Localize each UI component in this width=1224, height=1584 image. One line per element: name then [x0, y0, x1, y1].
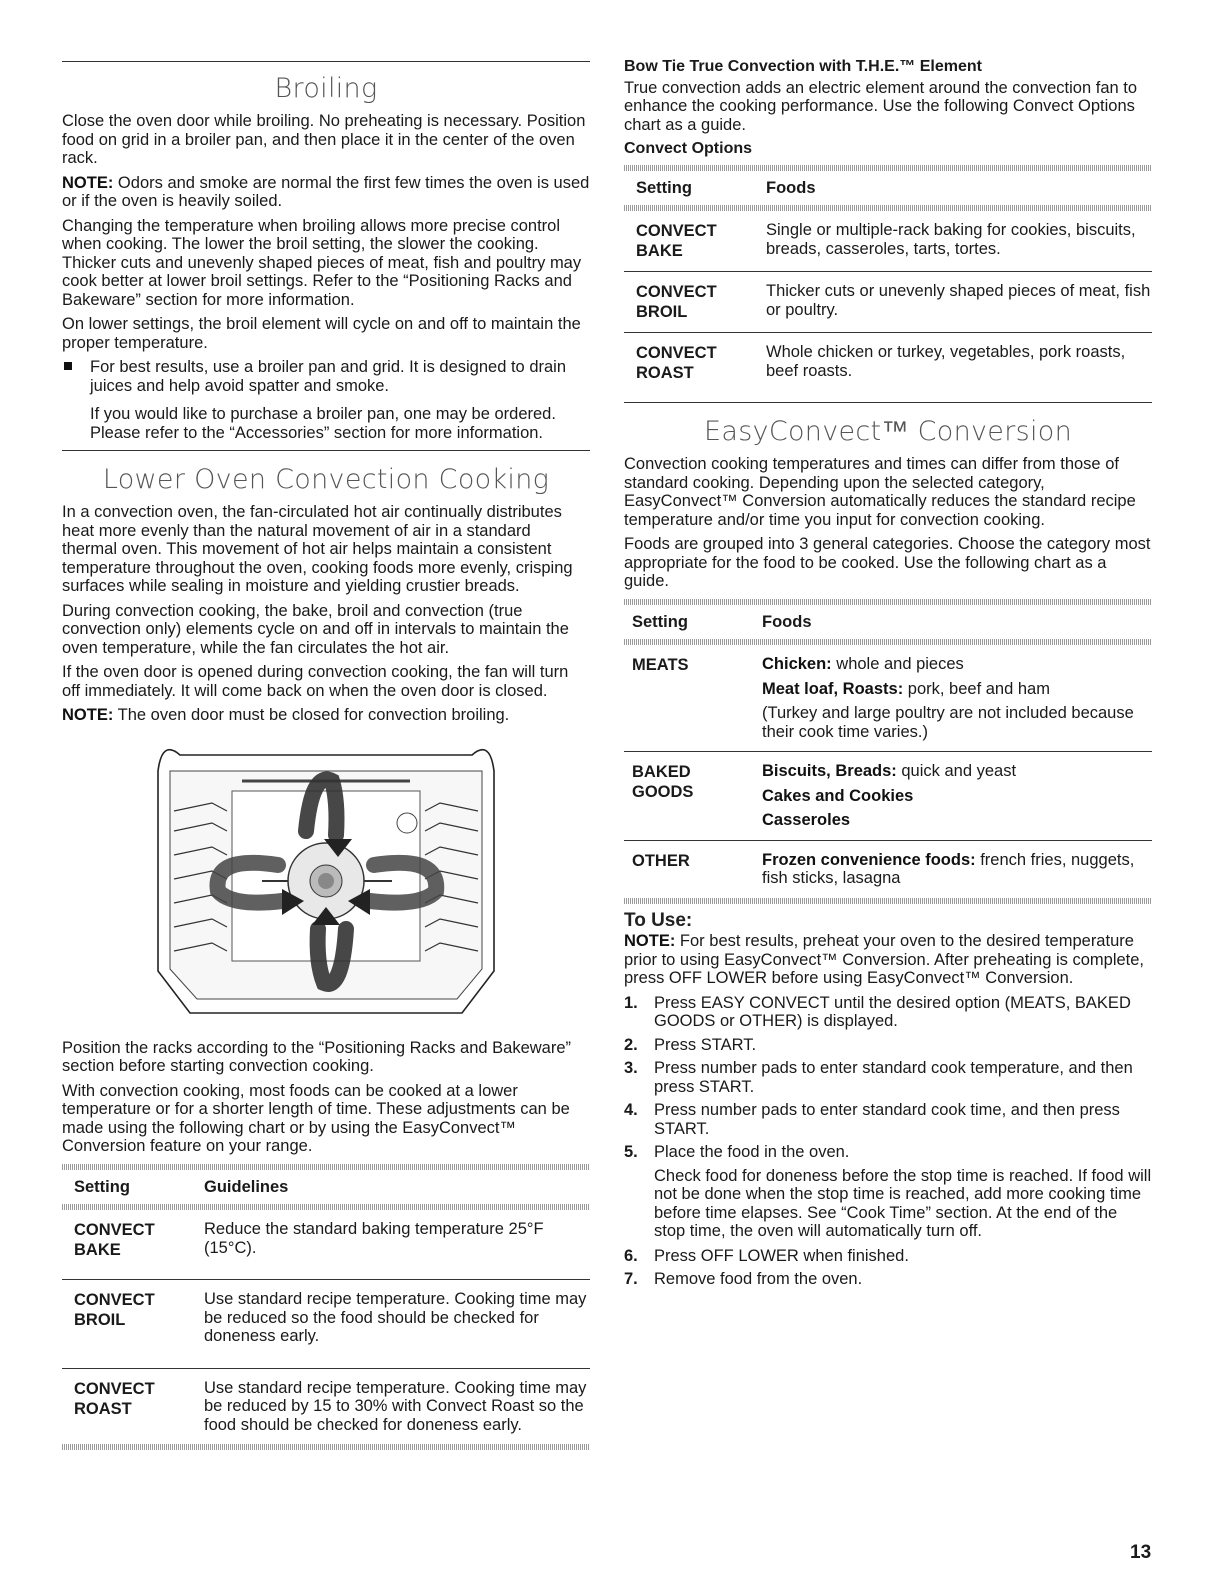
guideline-cell: Reduce the standard baking temperature 25°F (15°C).	[192, 1210, 590, 1280]
table-header-cell: Setting	[74, 1177, 130, 1196]
note-text: The oven door must be closed for convection broiling.	[113, 706, 510, 724]
bullet-text: For best results, use a broiler pan and grid. It is designed to drain juices and help avoid spatter and smoke.	[90, 358, 567, 395]
table-rule	[62, 1444, 590, 1450]
setting-cell: CONVECT BROIL	[62, 1280, 192, 1369]
step-item: 1. Press EASY CONVECT until the desired option (MEATS, BAKED GOODS or OTHER) is displayed.	[624, 993, 1131, 1030]
convection-paragraph: If the oven door is opened during convection cooking, the fan will turn off immediately. It will come back on when the oven door is closed.	[62, 663, 569, 700]
foods-cell: Thicker cuts or unevenly shaped pieces of meat, fish or poultry.	[754, 272, 1152, 333]
table-row	[62, 1368, 590, 1444]
step-item: 7. Remove food from the oven.	[624, 1270, 863, 1288]
bowtie-title: Bow Tie True Convection with T.H.E.™ Element	[624, 58, 982, 75]
convection-paragraph: In a convection oven, the fan-circulated hot air continually distributes heat more evenly than the natural movement of air in a standard thermal oven. This movement of hot air helps maintain a consistent temperature throughout the oven, cooking foods more evenly, crisping surfaces while sealing in moisture and yielding crustier breads.	[62, 503, 573, 595]
broiling-paragraph: On lower settings, the broil element will cycle on and off to maintain the proper temperature.	[62, 315, 581, 352]
table-header-cell: Foods	[762, 612, 812, 631]
foods-cell: Single or multiple-rack baking for cookies, biscuits, breads, casseroles, tarts, tortes.	[754, 211, 1152, 272]
table-row	[624, 211, 1152, 272]
table-header-row	[624, 605, 1152, 640]
table-header-cell: Setting	[636, 178, 692, 197]
page-number: 13	[1130, 1542, 1152, 1563]
table-row	[624, 333, 1152, 403]
convection-note	[62, 706, 590, 725]
foods-cell: Chicken: whole and pieces Meat loaf, Roasts: pork, beef and ham (Turkey and large poultry are not included because their cook time varies.)	[750, 645, 1152, 752]
bullet-square-icon	[64, 362, 72, 370]
step-item: 6. Press OFF LOWER when finished.	[624, 1246, 909, 1265]
convection-title: Lower Oven Convection Cooking	[102, 464, 550, 495]
step-item: 3. Press number pads to enter standard cook temperature, and then press START.	[624, 1059, 1133, 1096]
step-item: 2. Press START.	[624, 1035, 757, 1054]
table-row	[624, 645, 1152, 752]
table-row	[62, 1280, 590, 1369]
note-text: Odors and smoke are normal the first few times the oven is used or if the oven is heavily soiled.	[62, 173, 590, 210]
setting-cell: CONVECT ROAST	[636, 344, 717, 382]
convection-paragraph: Position the racks according to the “Positioning Racks and Bakeware” section before starting convection cooking.	[62, 1038, 572, 1075]
step-item: 5. Place the food in the oven.	[624, 1143, 850, 1161]
left-column	[62, 61, 590, 1450]
setting-cell: CONVECT BAKE	[624, 211, 754, 272]
table-row	[624, 840, 1152, 898]
easyconvect-paragraph: Convection cooking temperatures and times can differ from those of standard cooking. Depending upon the selected category, EasyConvect™ Conversion automatically reduces the standard recipe temperature and/or time you input for convection cooking.	[624, 455, 1136, 529]
foods-cell: Biscuits, Breads: quick and yeast Cakes and Cookies Casseroles	[750, 752, 1152, 841]
table-row	[624, 272, 1152, 333]
table-header-cell: Foods	[766, 178, 816, 197]
table-header-row	[62, 1170, 590, 1205]
easyconvect-paragraph: Foods are grouped into 3 general categories. Choose the category most appropriate for the food to be cooked. Use the following chart as a guide.	[624, 535, 1151, 590]
convection-paragraph: During convection cooking, the bake, broil and convection (true convection only) elements cycle on and off in intervals to maintain the oven temperature, while the fan circulates the hot air.	[62, 601, 569, 657]
table-header-row	[624, 171, 1152, 206]
to-use-title: To Use:	[624, 909, 693, 931]
to-use-note: NOTE: For best results, preheat your oven to the desired temperature prior to using EasyConvect™ Conversion. After preheating is complete, press OFF LOWER before using EasyConvect™ Conversion.	[624, 932, 1145, 987]
setting-cell: BAKED GOODS	[624, 752, 750, 841]
broiling-title: Broiling	[274, 73, 378, 104]
step-follow: Check food for doneness before the stop time is reached. If food will not be done when the stop time is reached, add more cooking time before time elapses. See “Cook Time” section. At the end of the stop time, the oven will automatically turn off.	[654, 1166, 1152, 1240]
setting-cell: CONVECT BROIL	[624, 272, 754, 333]
broiling-paragraph: Changing the temperature when broiling allows more precise control when cooking. The lower the broil setting, the slower the cooking. Thicker cuts and unevenly shaped pieces of meat, fish and poultry may cook better at lower broil settings. Refer to the “Positioning Racks and Bakeware” section for more information.	[62, 216, 582, 309]
table-row	[62, 1210, 590, 1280]
broiling-follow: If you would like to purchase a broiler pan, one may be ordered. Please refer to the “Accessories” section for more information.	[90, 405, 556, 442]
setting-cell: CONVECT ROAST	[74, 1379, 155, 1418]
note-label: NOTE:	[62, 706, 114, 724]
broiling-paragraph: Close the oven door while broiling. No preheating is necessary. Position food on grid in a broiler pan, and then place it in the center of the oven rack.	[62, 112, 586, 167]
bullet-item	[62, 358, 590, 395]
right-column	[624, 58, 1152, 1294]
broiling-note	[62, 174, 590, 211]
note-label: NOTE:	[62, 173, 114, 192]
convect-options-title: Convect Options	[624, 140, 753, 157]
table-rule	[624, 898, 1152, 904]
section-rule	[62, 61, 590, 62]
section-rule	[62, 450, 590, 451]
easyconvect-table	[624, 605, 1152, 898]
foods-cell: Whole chicken or turkey, vegetables, pork roasts, beef roasts.	[766, 343, 1126, 380]
foods-cell: Frozen convenience foods: french fries, nuggets, fish sticks, lasagna	[762, 850, 1135, 887]
table-row	[624, 752, 1152, 841]
convection-guidelines-table	[62, 1170, 590, 1445]
guideline-cell: Use standard recipe temperature. Cooking time may be reduced so the food should be checked for doneness early.	[192, 1280, 590, 1369]
step-item: 4. Press number pads to enter standard cook time, and then press START.	[624, 1101, 1120, 1138]
oven-convection-diagram	[62, 731, 590, 1031]
convection-paragraph: With convection cooking, most foods can be cooked at a lower temperature or for a shorter length of time. These adjustments can be made using the following chart or by using the EasyConvect™ Conversion feature on your range.	[62, 1081, 570, 1155]
table-header-cell: Setting	[632, 612, 688, 631]
section-rule	[624, 402, 1152, 403]
steps-list	[624, 994, 1152, 1162]
table-header-cell: Guidelines	[204, 1177, 289, 1196]
steps-list	[624, 1247, 1152, 1289]
setting-cell: OTHER	[632, 851, 690, 870]
setting-cell: MEATS	[624, 645, 750, 752]
bowtie-paragraph: True convection adds an electric element around the convection fan to enhance the cooking performance. Use the following Convect Options chart as a guide.	[624, 78, 1138, 134]
setting-cell: CONVECT BAKE	[62, 1210, 192, 1280]
easyconvect-title: EasyConvect™ Conversion	[703, 416, 1072, 447]
guideline-cell: Use standard recipe temperature. Cooking time may be reduced by 15 to 30% with Convect Roast so the food should be checked for doneness early.	[204, 1378, 587, 1434]
convect-options-table	[624, 171, 1152, 403]
